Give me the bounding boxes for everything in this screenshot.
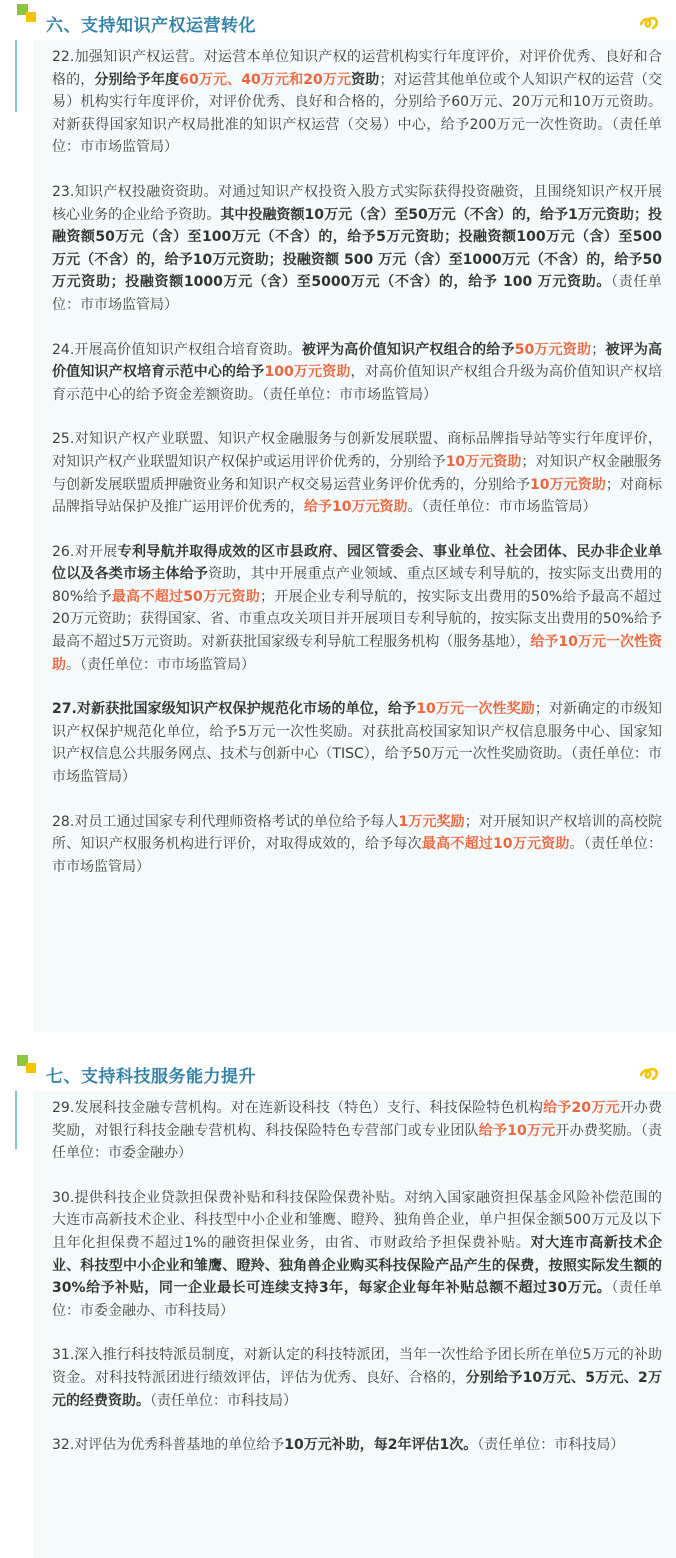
text-run: ，对高价值知识产权组合升级为高价值知识产权培育示范中心的给予资金差额资助。（责任单位：市市场监管局） (52, 364, 663, 403)
bold-text: 分别给予年度 (94, 71, 180, 88)
section-body (33, 40, 676, 1032)
text-run: 23.知识产权投融资资助。对通过知识产权投资入股方式实际获得投资融资，且围绕知识产权开展核心业务的企业给予资助。 (52, 183, 662, 223)
highlight-amount: 1万元奖励 (398, 813, 465, 830)
text-run: 。（责任单位：市市场监管局） (52, 836, 662, 875)
paragraph-gap (52, 406, 662, 428)
text-run: （责任单位：市委金融办、市科技局） (52, 1280, 662, 1319)
text-run: 开办费奖励，对银行科技金融专营机构、科技保险特色专营部门或专业团队 (52, 1100, 663, 1139)
text-run: 28.对员工通过国家专利代理师资格考试的单位给予每人 (52, 813, 399, 830)
highlight-amount: 50万元资助 (514, 341, 592, 358)
text-run: ；对新确定的市级知识产权保护规范化单位，给予5万元一次性奖励。对获批高校国家知识产权信息服务中心、国家知识产权信息公共服务网点、技术与创新中心（TISC），给予50万元一次性奖励资助。（责任单位：市市场监管局） (52, 701, 663, 786)
bold-text: 27.对新获批国家级知识产权保护规范化市场的单位，给予 (52, 701, 417, 718)
square-deco-icon (26, 12, 36, 22)
text-run: ；对商标品牌指导站保护及推广运用评价优秀的， (52, 476, 663, 516)
text-run: ；对知识产权金融服务与创新发展联盟质押融资业务和知识产权交易运营业务评价优秀的，分别给予 (52, 453, 663, 493)
text-run: 32.对评估为优秀科普基地的单位给予 (52, 1437, 285, 1454)
text-run: （责任单位：市科技局） (477, 1437, 625, 1454)
text-run: 25.对知识产权产业联盟、知识产权金融服务与创新发展联盟、商标品牌指导站等实行年度评价，对知识产权产业联盟知识产权保护或运用评价优秀的，分别给予 (52, 431, 662, 470)
policy-item (52, 428, 662, 518)
bold-text: 专利导航并取得成效的区市县政府、园区管委会、事业单位、社会团体、民办非企业单位以及各类市场主体给予 (52, 543, 663, 583)
highlight-amount: 给予20万元 (543, 1100, 620, 1116)
paragraph-gap (52, 1412, 662, 1434)
paragraph-gap (52, 317, 662, 339)
text-run: 。（责任单位：市市场监管局） (66, 656, 255, 673)
bold-text: 被评为高价值知识产权培育示范中心的给予 (52, 341, 663, 381)
text-run: ；开展企业专利导航的，按实际支出费用的50%给予最高不超过20万元资助；获得国家、省、市重点攻关项目并开展项目专利导航的，按实际支出费用的50%给予最高不超过5万元资助。对新获批国家级专利导航工程服务机构（服务基地）， (52, 588, 663, 651)
text-run: 开办费奖励。（责任单位：市委金融办） (52, 1122, 663, 1162)
policy-item (52, 1187, 662, 1323)
section-title: 七、支持科技服务能力提升 (46, 1067, 256, 1087)
section-title: 六、支持知识产权运营转化 (46, 16, 256, 36)
policy-item (52, 181, 662, 317)
paragraph-gap (52, 789, 662, 811)
square-deco-icon (26, 1063, 36, 1073)
text-run: （责任单位：市科技局） (150, 1392, 297, 1409)
policy-item (52, 811, 662, 879)
highlight-amount: 10万元一次性奖励 (416, 701, 535, 718)
policy-item (52, 46, 662, 159)
highlight-amount: 100万元资助 (264, 364, 351, 381)
bold-text: 其中投融资额10万元（含）至50万元（不含）的，给予1万元资助；投融资额50万元（含）至100万元（不含）的，给予5万元资助；投融资额100万元（含）至500 万元（不含）的，给予10万元资助；投融资额 500 万元（含）至1000万元（不含）的，给予50万元资助；投融资额1000万元（含）至5000万元（不含）的，给予 100 万元资助。 (52, 206, 662, 291)
bold-text: 被评为高价值知识产权组合的给予 (301, 341, 515, 358)
text-run: 资助，其中开展重点产业领域、重点区域专利导航的，按实际支出费用的80%给予 (52, 566, 663, 605)
highlight-amount: 最高不超过50万元资助 (111, 588, 261, 605)
section-header (0, 0, 676, 40)
policy-item (52, 698, 662, 788)
text-run: 29.发展科技金融专营机构。对在连新设科技（特色）支行、科技保险特色机构 (52, 1100, 544, 1116)
highlight-amount: 10万元资助 (445, 453, 522, 470)
bold-text: 分别给予10万元、5万元、2万元的经费资助。 (52, 1369, 663, 1409)
highlight-amount: 60万元、40万元和20万元 (179, 71, 352, 88)
policy-item (52, 1434, 662, 1457)
text-run: ； (591, 341, 606, 358)
accent-line (15, 40, 17, 112)
highlight-amount: 10万元资助 (530, 476, 606, 493)
section-header (0, 1051, 676, 1091)
policy-item (52, 1097, 662, 1165)
section-tech-services (0, 1051, 676, 1558)
bold-text: 资助 (351, 71, 380, 88)
text-run: 22.加强知识产权运营。对运营本单位知识产权的运营机构实行年度评价，对评价优秀、良好和合格的， (52, 49, 662, 88)
text-run: 31.深入推行科技特派员制度，对新认定的科技特派团，当年一次性给予团长所在单位5万元的补助资金。对科技特派团进行绩效评估，评估为优秀、良好、合格的， (52, 1347, 662, 1386)
paragraph-gap (52, 159, 662, 181)
text-run: 30.提供科技企业贷款担保费补贴和科技保险保费补贴。对纳入国家融资担保基金风险补偿范围的大连市高新技术企业、科技型中小企业和雏鹰、瞪羚、独角兽企业，单户担保金额500万元及以下且年化担保费不超过1%的融资担保业务，由省、市财政给予担保费补贴。 (52, 1189, 662, 1251)
text-run: （责任单位：市市场监管局） (52, 274, 663, 313)
bold-text: 对大连市高新技术企业、科技型中小企业和雏鹰、瞪羚、独角兽企业购买科技保险产品产生的保费，按照实际发生额的30%给予补贴，同一企业最长可连续支持3年，每家企业每年补贴总额不超过30万元。 (52, 1234, 662, 1297)
text-run: ；对运营其他单位或个人知识产权的运营（交易）机构实行年度评价，对评价优秀、良好和合格的，分别给予60万元、20万元和10万元资助。对新获得国家知识产权局批准的知识产权运营（交易）中心，给予200万元一次性资助。（责任单位：市市场监管局） (52, 71, 663, 156)
paragraph-gap (52, 1322, 662, 1344)
text-run: 26.对开展 (52, 543, 118, 560)
highlight-amount: 给予10万元一次性资助 (52, 634, 663, 673)
text-run: 。（责任单位：市市场监管局） (407, 499, 597, 516)
squiggle-icon (638, 10, 662, 34)
paragraph-gap (52, 519, 662, 541)
text-run: 24.开展高价值知识产权组合培育资助。 (52, 341, 302, 358)
policy-item (52, 1344, 662, 1412)
squiggle-icon (638, 1061, 662, 1085)
paragraph-gap (52, 676, 662, 698)
text-run: ；对开展知识产权培训的高校院所、知识产权服务机构进行评价，对取得成效的，给予每次 (52, 813, 662, 853)
highlight-amount: 给予10万元 (478, 1122, 556, 1139)
accent-line (15, 1091, 17, 1149)
highlight-amount: 给予10万元资助 (304, 499, 408, 516)
policy-item (52, 339, 662, 407)
highlight-amount: 最高不超过10万元资助 (421, 836, 570, 853)
policy-item (52, 541, 662, 677)
bold-text: 10万元补助，每2年评估1次。 (284, 1437, 478, 1454)
paragraph-gap (52, 1165, 662, 1187)
section-body (33, 1091, 676, 1558)
